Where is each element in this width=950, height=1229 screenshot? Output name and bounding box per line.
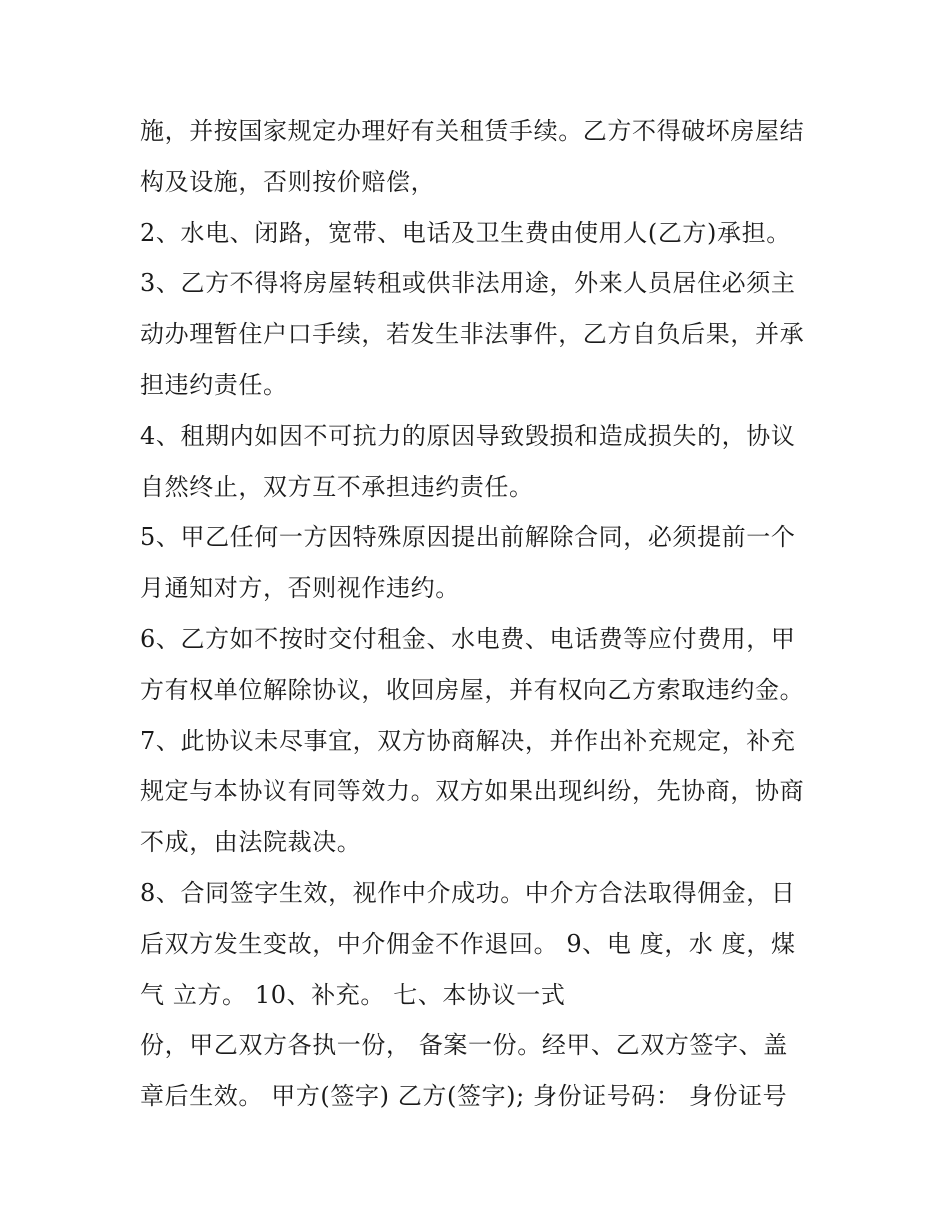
- clause-3: 3、乙方不得将房屋转租或供非法用途，外来人员居住必须主: [140, 269, 796, 298]
- text-line: 动办理暂住户口手续，若发生非法事件，乙方自负后果，并承: [140, 320, 805, 349]
- clause-6: 6、乙方如不按时交付租金、水电费、电话费等应付费用，甲: [140, 624, 796, 653]
- clause-5: 5、甲乙任何一方因特殊原因提出前解除合同，必须提前一个: [140, 523, 796, 552]
- clause-7: 7、此协议未尽事宜，双方协商解决，并作出补充规定，补充: [140, 726, 796, 755]
- text-line: 月通知对方，否则视作违约。: [140, 574, 460, 603]
- text-line: 气 立方。 10、补充。 七、本协议一式: [140, 980, 566, 1009]
- text-line: 担违约责任。: [140, 370, 288, 399]
- text-line: 后双方发生变故，中介佣金不作退回。 9、电 度，水 度，煤: [140, 929, 796, 958]
- clause-8: 8、合同签字生效，视作中介成功。中介方合法取得佣金，日: [140, 878, 796, 907]
- signature-line: 章后生效。 甲方(签字) 乙方(签字); 身份证号码： 身份证号: [140, 1082, 788, 1111]
- contract-text: [140, 106, 830, 1122]
- text-line: 构及设施，否则按价赔偿，: [140, 167, 436, 196]
- text-line: 自然终止，双方互不承担违约责任。: [140, 472, 534, 501]
- text-line: 施，并按国家规定办理好有关租赁手续。乙方不得破坏房屋结: [140, 117, 805, 145]
- text-line: 方有权单位解除协议，收回房屋，并有权向乙方索取违约金。: [140, 675, 805, 704]
- text-line: 不成，由法院裁决。: [140, 828, 362, 857]
- text-line: 份，甲乙双方各执一份， 备案一份。经甲、乙双方签字、盖: [140, 1031, 788, 1060]
- clause-2: 2、水电、闭路，宽带、电话及卫生费由使用人(乙方)承担。: [140, 218, 791, 247]
- text-line: 规定与本协议有同等效力。双方如果出现纠纷，先协商，协商: [140, 777, 805, 806]
- clause-4: 4、租期内如因不可抗力的原因导致毁损和造成损失的，协议: [140, 421, 796, 450]
